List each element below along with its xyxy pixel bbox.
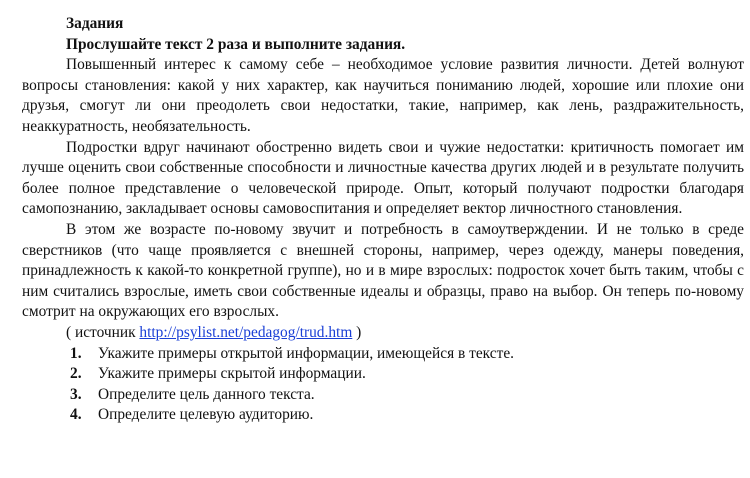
task-number: 1. xyxy=(70,344,82,362)
paragraph-3: В этом же возрасте по-новому звучит и потребность в самоутверждении. И не только в среде сверстников (что чаще проявляется с внешней стороны, например, через одежду, манеры поведения, принадлежность к какой-то конкретной группе), но и в мире взрослых: подросток хочет быть таким, чтобы с ним считались взрослые, иметь свои собственные идеалы и образцы, право на выбор. Он теперь по-новому смотрит на окружающих его взрослых. xyxy=(22,220,744,321)
paragraph-1: Повышенный интерес к самому себе – необходимое условие развития личности. Детей волнуют вопросы становления: какой у них характер, как научиться пониманию людей, хорошие или плохие они друзья, смогут ли они преодолеть свои недостатки, такие, например, как лень, раздражительность, неаккуратность, необязательность. xyxy=(22,56,744,135)
task-list xyxy=(22,344,744,426)
task-text: Определите цель данного текста. xyxy=(98,385,315,403)
source-suffix: ) xyxy=(352,323,362,341)
document-page xyxy=(22,14,744,426)
task-text: Укажите примеры скрытой информации. xyxy=(98,365,366,383)
task-item xyxy=(22,344,744,365)
task-number: 4. xyxy=(70,406,82,424)
task-item xyxy=(22,385,744,406)
task-text: Определите целевую аудиторию. xyxy=(98,406,314,424)
source-prefix: ( источник xyxy=(66,323,140,341)
task-item xyxy=(22,405,744,426)
paragraph-2: Подростки вдруг начинают обостренно видеть свои и чужие недостатки: критичность помогает им лучше оценить свои собственные способности и личностные качества других людей и в результате получить более полное представление о человеческой природе. Опыт, который получают подростки благодаря самопознанию, закладывает основы самовоспитания и определяет вектор личностного становления. xyxy=(22,138,744,218)
task-item xyxy=(22,364,744,385)
task-text: Укажите примеры открытой информации, имеющейся в тексте. xyxy=(98,344,515,362)
source-line xyxy=(22,323,744,344)
source-link[interactable]: http://psylist.net/pedagog/trud.htm xyxy=(139,323,353,341)
instruction-heading: Прослушайте текст 2 раза и выполните задания. xyxy=(66,35,406,53)
document-title: Задания xyxy=(66,15,124,32)
task-number: 2. xyxy=(70,365,82,383)
task-number: 3. xyxy=(70,385,82,403)
